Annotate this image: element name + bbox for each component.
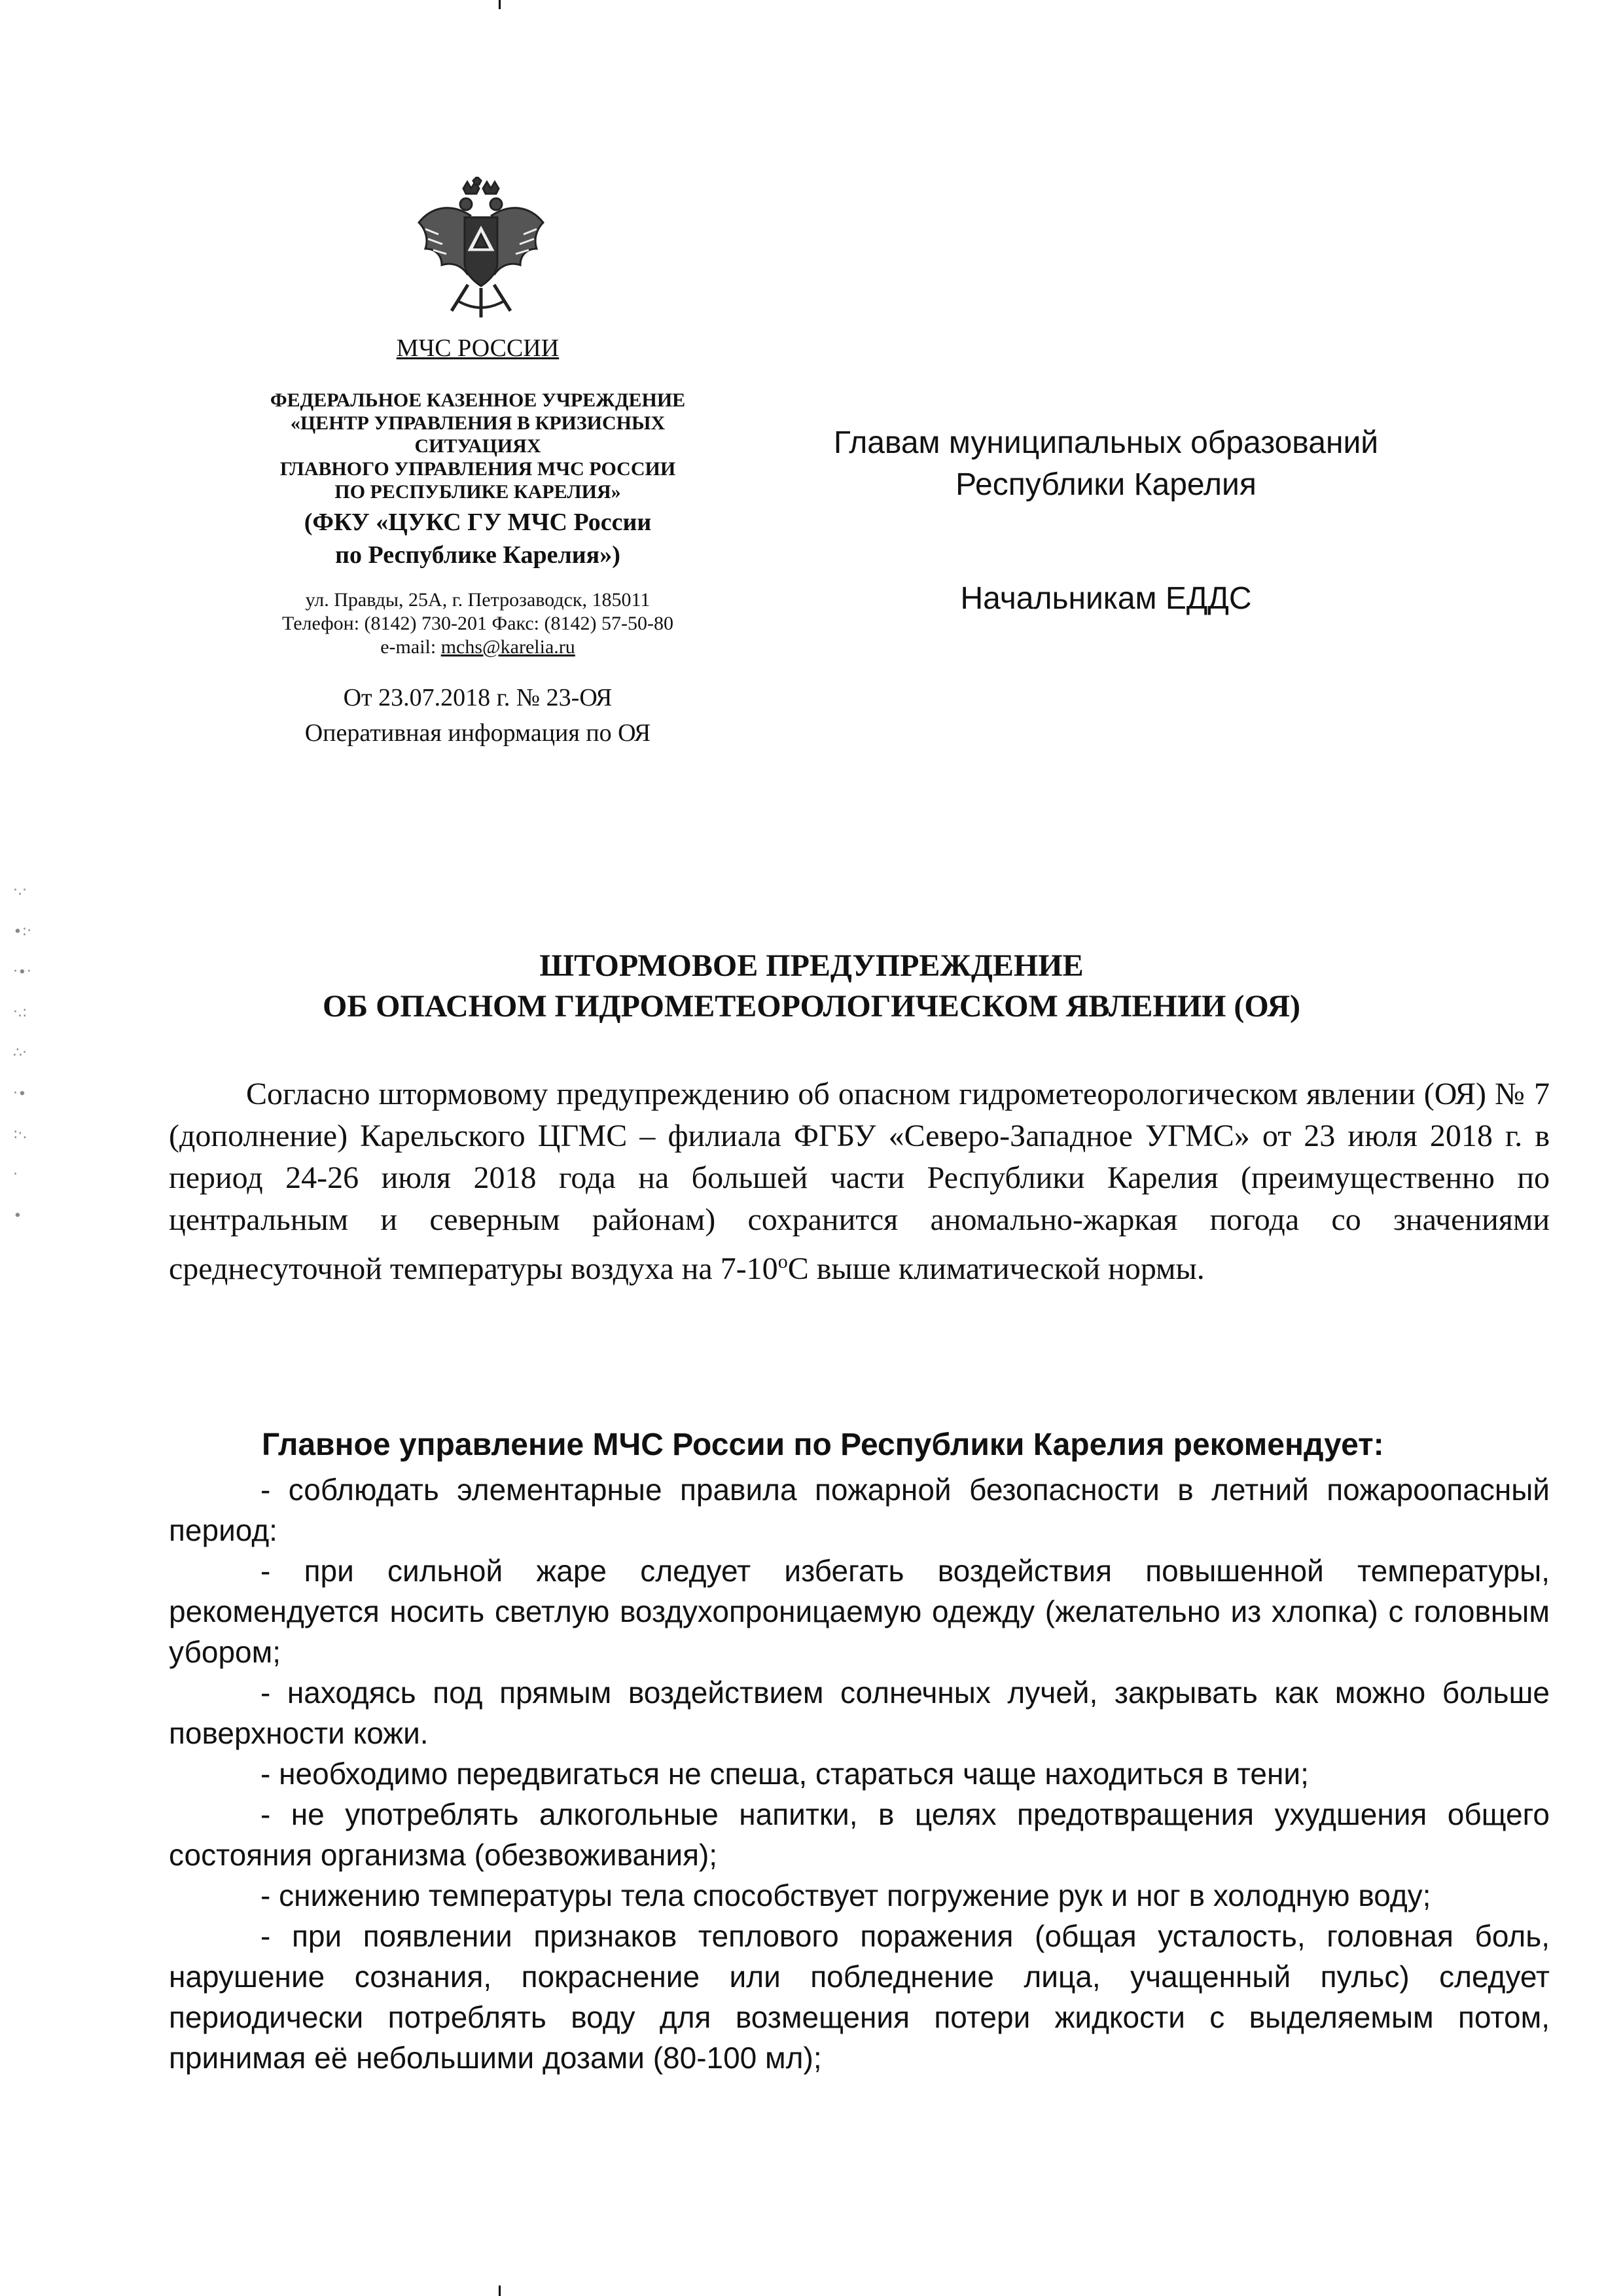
paragraph-text-end: С выше климатической нормы. bbox=[787, 1251, 1205, 1286]
mchs-emblem-icon bbox=[406, 177, 556, 321]
list-item: - не употреблять алкогольные напитки, в целях предотвращения ухудшения общего состояния организма (обезвоживания); bbox=[169, 1797, 1550, 1872]
organization-abbreviation bbox=[196, 506, 759, 571]
list-item: - необходимо передвигаться не спеша, стараться чаще находиться в тени; bbox=[260, 1757, 1309, 1791]
list-item: - при появлении признаков теплового поражения (общая усталость, головная боль, нарушение сознания, покраснение или побледнение лица, учащенный пульс) следует периодически потреблять воду для возмещения потери жидкости с выделяемым потом, принимая её небольшими дозами (80-100 мл); bbox=[169, 1919, 1550, 2075]
recommendations-list bbox=[169, 1469, 1550, 2078]
email-line bbox=[196, 636, 759, 659]
phone-fax: Телефон: (8142) 730-201 Факс: (8142) 57-50-80 bbox=[282, 613, 673, 634]
ministry-name: МЧС РОССИИ bbox=[396, 334, 560, 362]
org-line: СИТУАЦИЯХ bbox=[414, 435, 541, 457]
email-label: e-mail: bbox=[380, 636, 441, 658]
title-line: ОБ ОПАСНОМ ГИДРОМЕТЕОРОЛОГИЧЕСКОМ ЯВЛЕНИИ (ОЯ) bbox=[323, 989, 1300, 1024]
list-item: - находясь под прямым воздействием солнечных лучей, закрывать как можно больше поверхности кожи. bbox=[169, 1676, 1550, 1750]
addressee-line: Республики Карелия bbox=[955, 467, 1257, 502]
title-line: ШТОРМОВОЕ ПРЕДУПРЕЖДЕНИЕ bbox=[539, 948, 1084, 983]
organization-name bbox=[196, 389, 759, 503]
list-item: - соблюдать элементарные правила пожарной безопасности в летний пожароопасный период: bbox=[169, 1473, 1550, 1547]
degree-sign: о bbox=[777, 1251, 788, 1272]
reference-subject: Оперативная информация по ОЯ bbox=[304, 719, 651, 747]
recommendations-heading: Главное управление МЧС России по Республики Карелия рекомендует: bbox=[262, 1427, 1384, 1462]
address: ул. Правды, 25А, г. Петрозаводск, 185011 bbox=[305, 589, 651, 611]
email-link[interactable]: mchs@karelia.ru bbox=[440, 636, 575, 658]
org-line: ФЕДЕРАЛЬНОЕ КАЗЕННОЕ УЧРЕЖДЕНИЕ bbox=[270, 389, 686, 411]
paragraph-text: Согласно штормовому предупреждению об опасном гидрометеорологическом явлении (ОЯ) № 7 (дополнение) Карельского ЦГМС – филиала ФГБУ «Северо-Западное УГМС» от 23 июля 2018 г. в период 24-26 июля 2018 года на большей части Республики Карелия (преимущественно по центральным и северным районам) сохранится аномально-жаркая погода со значениями среднесуточной температуры воздуха на 7-10 bbox=[169, 1077, 1550, 1286]
document-reference bbox=[196, 680, 759, 751]
org-line: ГЛАВНОГО УПРАВЛЕНИЯ МЧС РОССИИ bbox=[279, 458, 676, 480]
org-line: «ЦЕНТР УПРАВЛЕНИЯ В КРИЗИСНЫХ bbox=[290, 412, 666, 434]
abbr-line: по Республике Карелия») bbox=[335, 541, 620, 569]
abbr-line: (ФКУ «ЦУКС ГУ МЧС России bbox=[304, 509, 652, 536]
scan-mark-bottom bbox=[499, 2286, 501, 2296]
reference-date-number: От 23.07.2018 г. № 23-ОЯ bbox=[343, 684, 613, 711]
list-item: - снижению температуры тела способствует погружение рук и ног в холодную воду; bbox=[260, 1878, 1431, 1912]
org-line: ПО РЕСПУБЛИКЕ КАРЕЛИЯ» bbox=[334, 481, 621, 503]
addressee-line: Начальникам ЕДДС bbox=[960, 581, 1252, 616]
scan-noise-left-margin: ·.· ∙:· ·∙· ·.: ∴· ·∙ :·. · ∙ bbox=[13, 882, 32, 1223]
contact-block bbox=[196, 588, 759, 659]
sender-header bbox=[196, 334, 759, 751]
scan-mark-top bbox=[499, 0, 501, 9]
list-item: - при сильной жаре следует избегать воздействия повышенной температуры, рекомендуется носить светлую воздухопроницаемую одежду (желательно из хлопка) с головным убором; bbox=[169, 1554, 1550, 1669]
addressee-line: Главам муниципальных образований bbox=[833, 425, 1379, 460]
addressees-block bbox=[812, 422, 1400, 620]
document-title bbox=[144, 946, 1479, 1027]
main-paragraph bbox=[169, 1073, 1550, 1290]
